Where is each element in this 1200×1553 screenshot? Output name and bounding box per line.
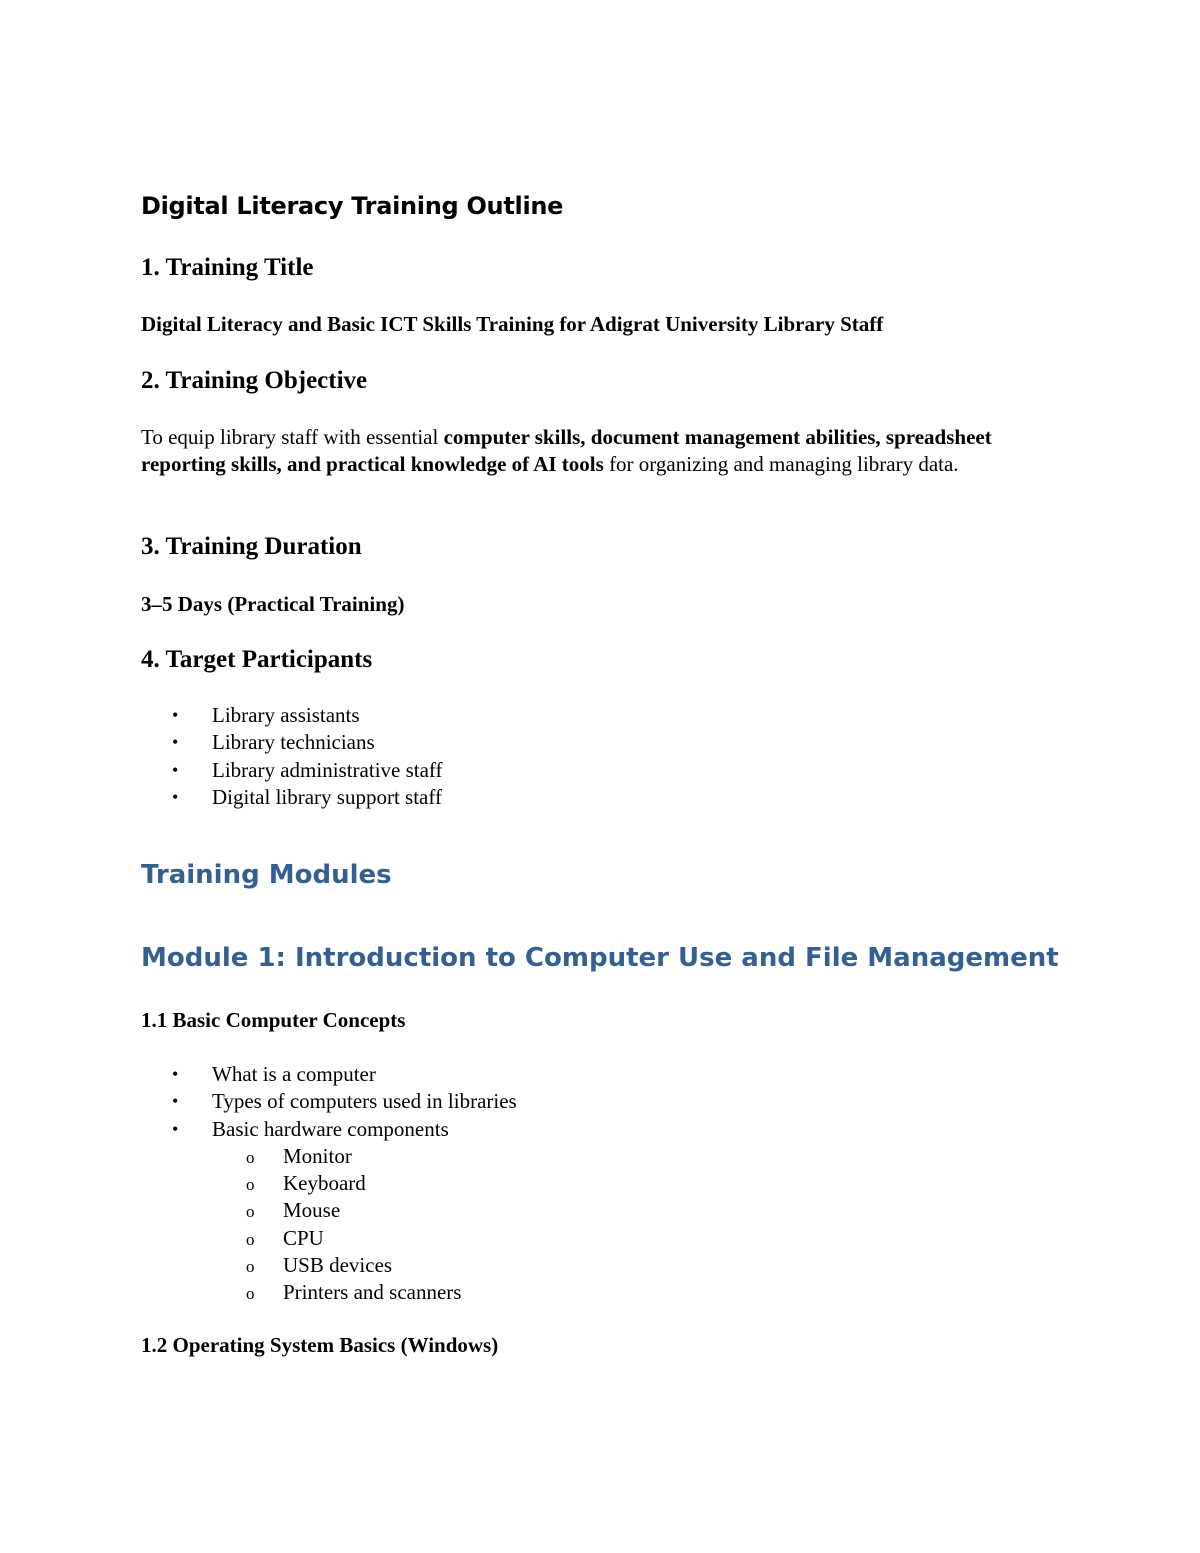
list-item-label: Mouse — [283, 1198, 341, 1223]
module1-heading: Module 1: Introduction to Computer Use and File Management — [141, 943, 1059, 973]
subsection-heading-os-basics: 1.2 Operating System Basics (Windows) — [141, 1333, 499, 1357]
basic-concepts-list — [172, 1061, 517, 1143]
list-item — [246, 1197, 461, 1224]
circle-bullet-icon: o — [246, 1283, 255, 1303]
list-item-label: CPU — [283, 1225, 324, 1250]
list-item-label: Library technicians — [212, 730, 375, 755]
list-item-label: USB devices — [283, 1252, 393, 1277]
subsection-heading-basic-concepts: 1.1 Basic Computer Concepts — [141, 1008, 406, 1032]
training-modules-heading: Training Modules — [141, 860, 392, 890]
list-item — [172, 757, 443, 784]
list-item-label: Digital library support staff — [212, 784, 442, 809]
list-item — [246, 1170, 461, 1197]
list-item — [246, 1143, 461, 1170]
training-title-text: Digital Literacy and Basic ICT Skills Training for Adigrat University Library Staff — [141, 312, 884, 336]
list-item-label: Library assistants — [212, 703, 360, 727]
objective-paragraph — [141, 424, 1001, 478]
bullet-icon: • — [172, 759, 179, 780]
list-item — [172, 1088, 517, 1115]
bullet-icon: • — [172, 732, 179, 753]
list-item-label: What is a computer — [212, 1062, 376, 1086]
list-item-label: Basic hardware components — [212, 1116, 449, 1141]
section-heading-objective: 2. Training Objective — [141, 367, 368, 394]
circle-bullet-icon: o — [246, 1175, 255, 1195]
list-item-label: Monitor — [283, 1144, 352, 1168]
participants-list — [172, 702, 443, 811]
list-item-label: Printers and scanners — [283, 1279, 462, 1304]
list-item — [246, 1279, 461, 1306]
circle-bullet-icon: o — [246, 1229, 255, 1249]
list-item — [172, 702, 443, 729]
list-item-label: Keyboard — [283, 1171, 366, 1196]
section-heading-participants: 4. Target Participants — [141, 646, 373, 673]
circle-bullet-icon: o — [246, 1256, 255, 1276]
circle-bullet-icon: o — [246, 1148, 255, 1167]
list-item-label: Types of computers used in libraries — [212, 1089, 517, 1114]
list-item — [172, 784, 443, 811]
list-item — [172, 1061, 517, 1088]
document-title: Digital Literacy Training Outline — [141, 192, 564, 220]
bullet-icon: • — [172, 705, 179, 725]
section-heading-duration: 3. Training Duration — [141, 533, 362, 560]
list-item — [246, 1225, 461, 1252]
objective-text-bold: computer skills, document management abilities, spreadsheet reporting skills, and practical knowledge of AI tools — [141, 425, 992, 476]
bullet-icon: • — [172, 1091, 179, 1112]
bullet-icon: • — [172, 1118, 179, 1139]
objective-text-end: for organizing and managing library data. — [603, 452, 959, 476]
circle-bullet-icon: o — [246, 1202, 255, 1222]
objective-text-start: To equip library staff with essential — [141, 425, 444, 449]
bullet-icon: • — [172, 1064, 179, 1084]
hardware-components-list — [246, 1143, 461, 1306]
section-heading-training-title: 1. Training Title — [141, 254, 314, 281]
list-item — [172, 729, 443, 756]
bullet-icon: • — [172, 786, 179, 807]
duration-text: 3–5 Days (Practical Training) — [141, 592, 405, 616]
list-item — [172, 1116, 517, 1143]
list-item-label: Library administrative staff — [212, 757, 443, 782]
list-item — [246, 1252, 461, 1279]
